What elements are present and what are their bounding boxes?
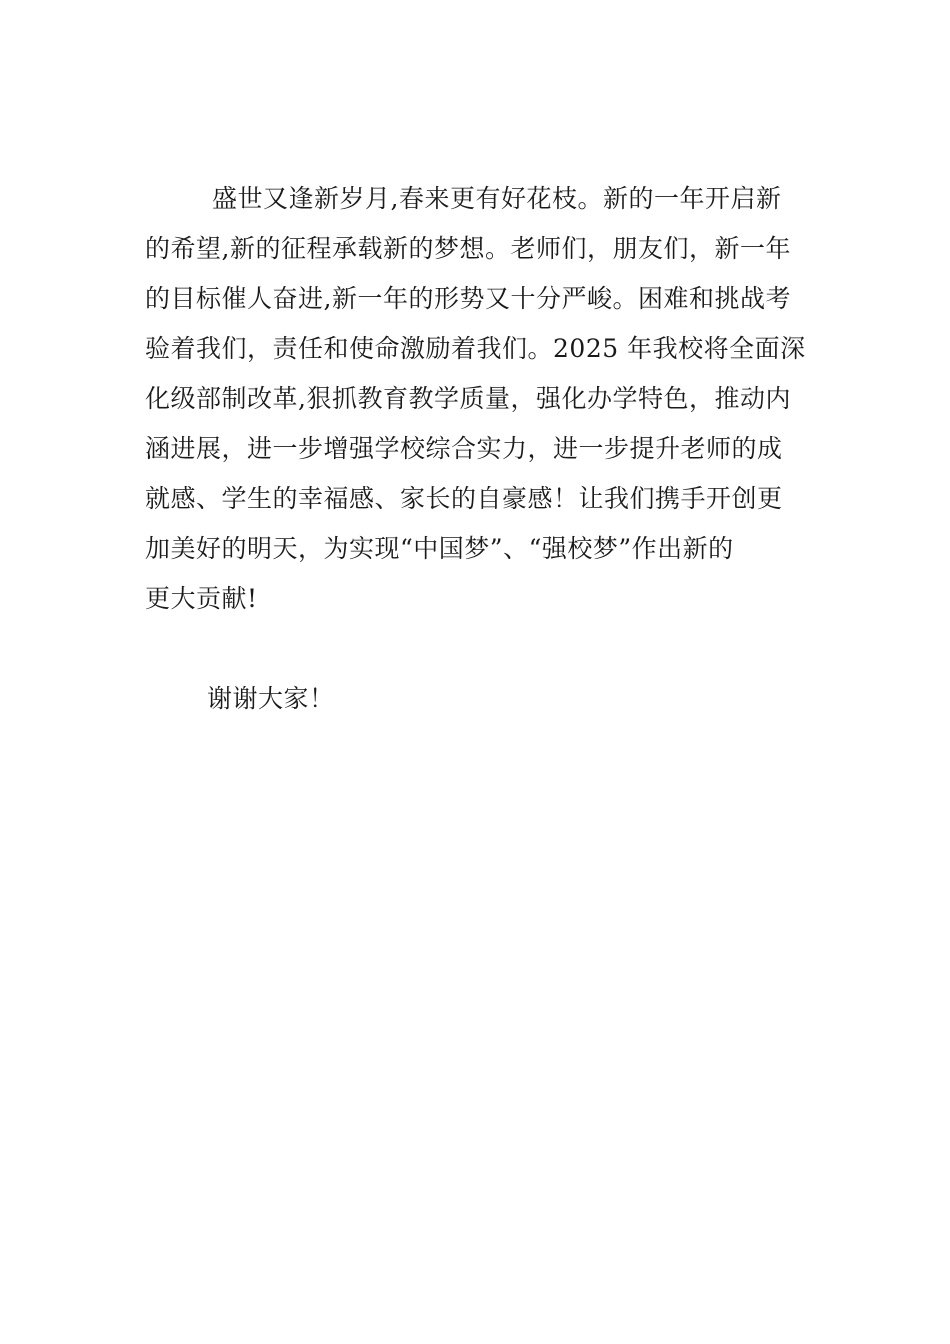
- paragraph-line-3: 的目标催人奋进,新一年的形势又十分严峻。困难和挑战考: [145, 284, 791, 313]
- paragraph-line-2: 的希望,新的征程承载新的梦想。老师们，朋友们，新一年: [145, 234, 791, 263]
- paragraph-line-4: 验着我们，责任和使命激励着我们。2025 年我校将全面深: [145, 334, 806, 363]
- paragraph-line-5: 化级部制改革,狠抓教育教学质量，强化办学特色，推动内: [145, 384, 791, 413]
- paragraph-line-1: 盛世又逢新岁月,春来更有好花枝。新的一年开启新: [212, 184, 782, 213]
- paragraph-line-8: 加美好的明天，为实现“中国梦”、“强校梦”作出新的: [145, 534, 734, 563]
- paragraph-line-6: 涵进展，进一步增强学校综合实力，进一步提升老师的成: [145, 434, 783, 463]
- paragraph-line-7: 就感、学生的幸福感、家长的自豪感！让我们携手开创更: [145, 484, 783, 513]
- closing-line: 谢谢大家！: [207, 684, 335, 713]
- paragraph-line-9: 更大贡献!: [145, 584, 258, 613]
